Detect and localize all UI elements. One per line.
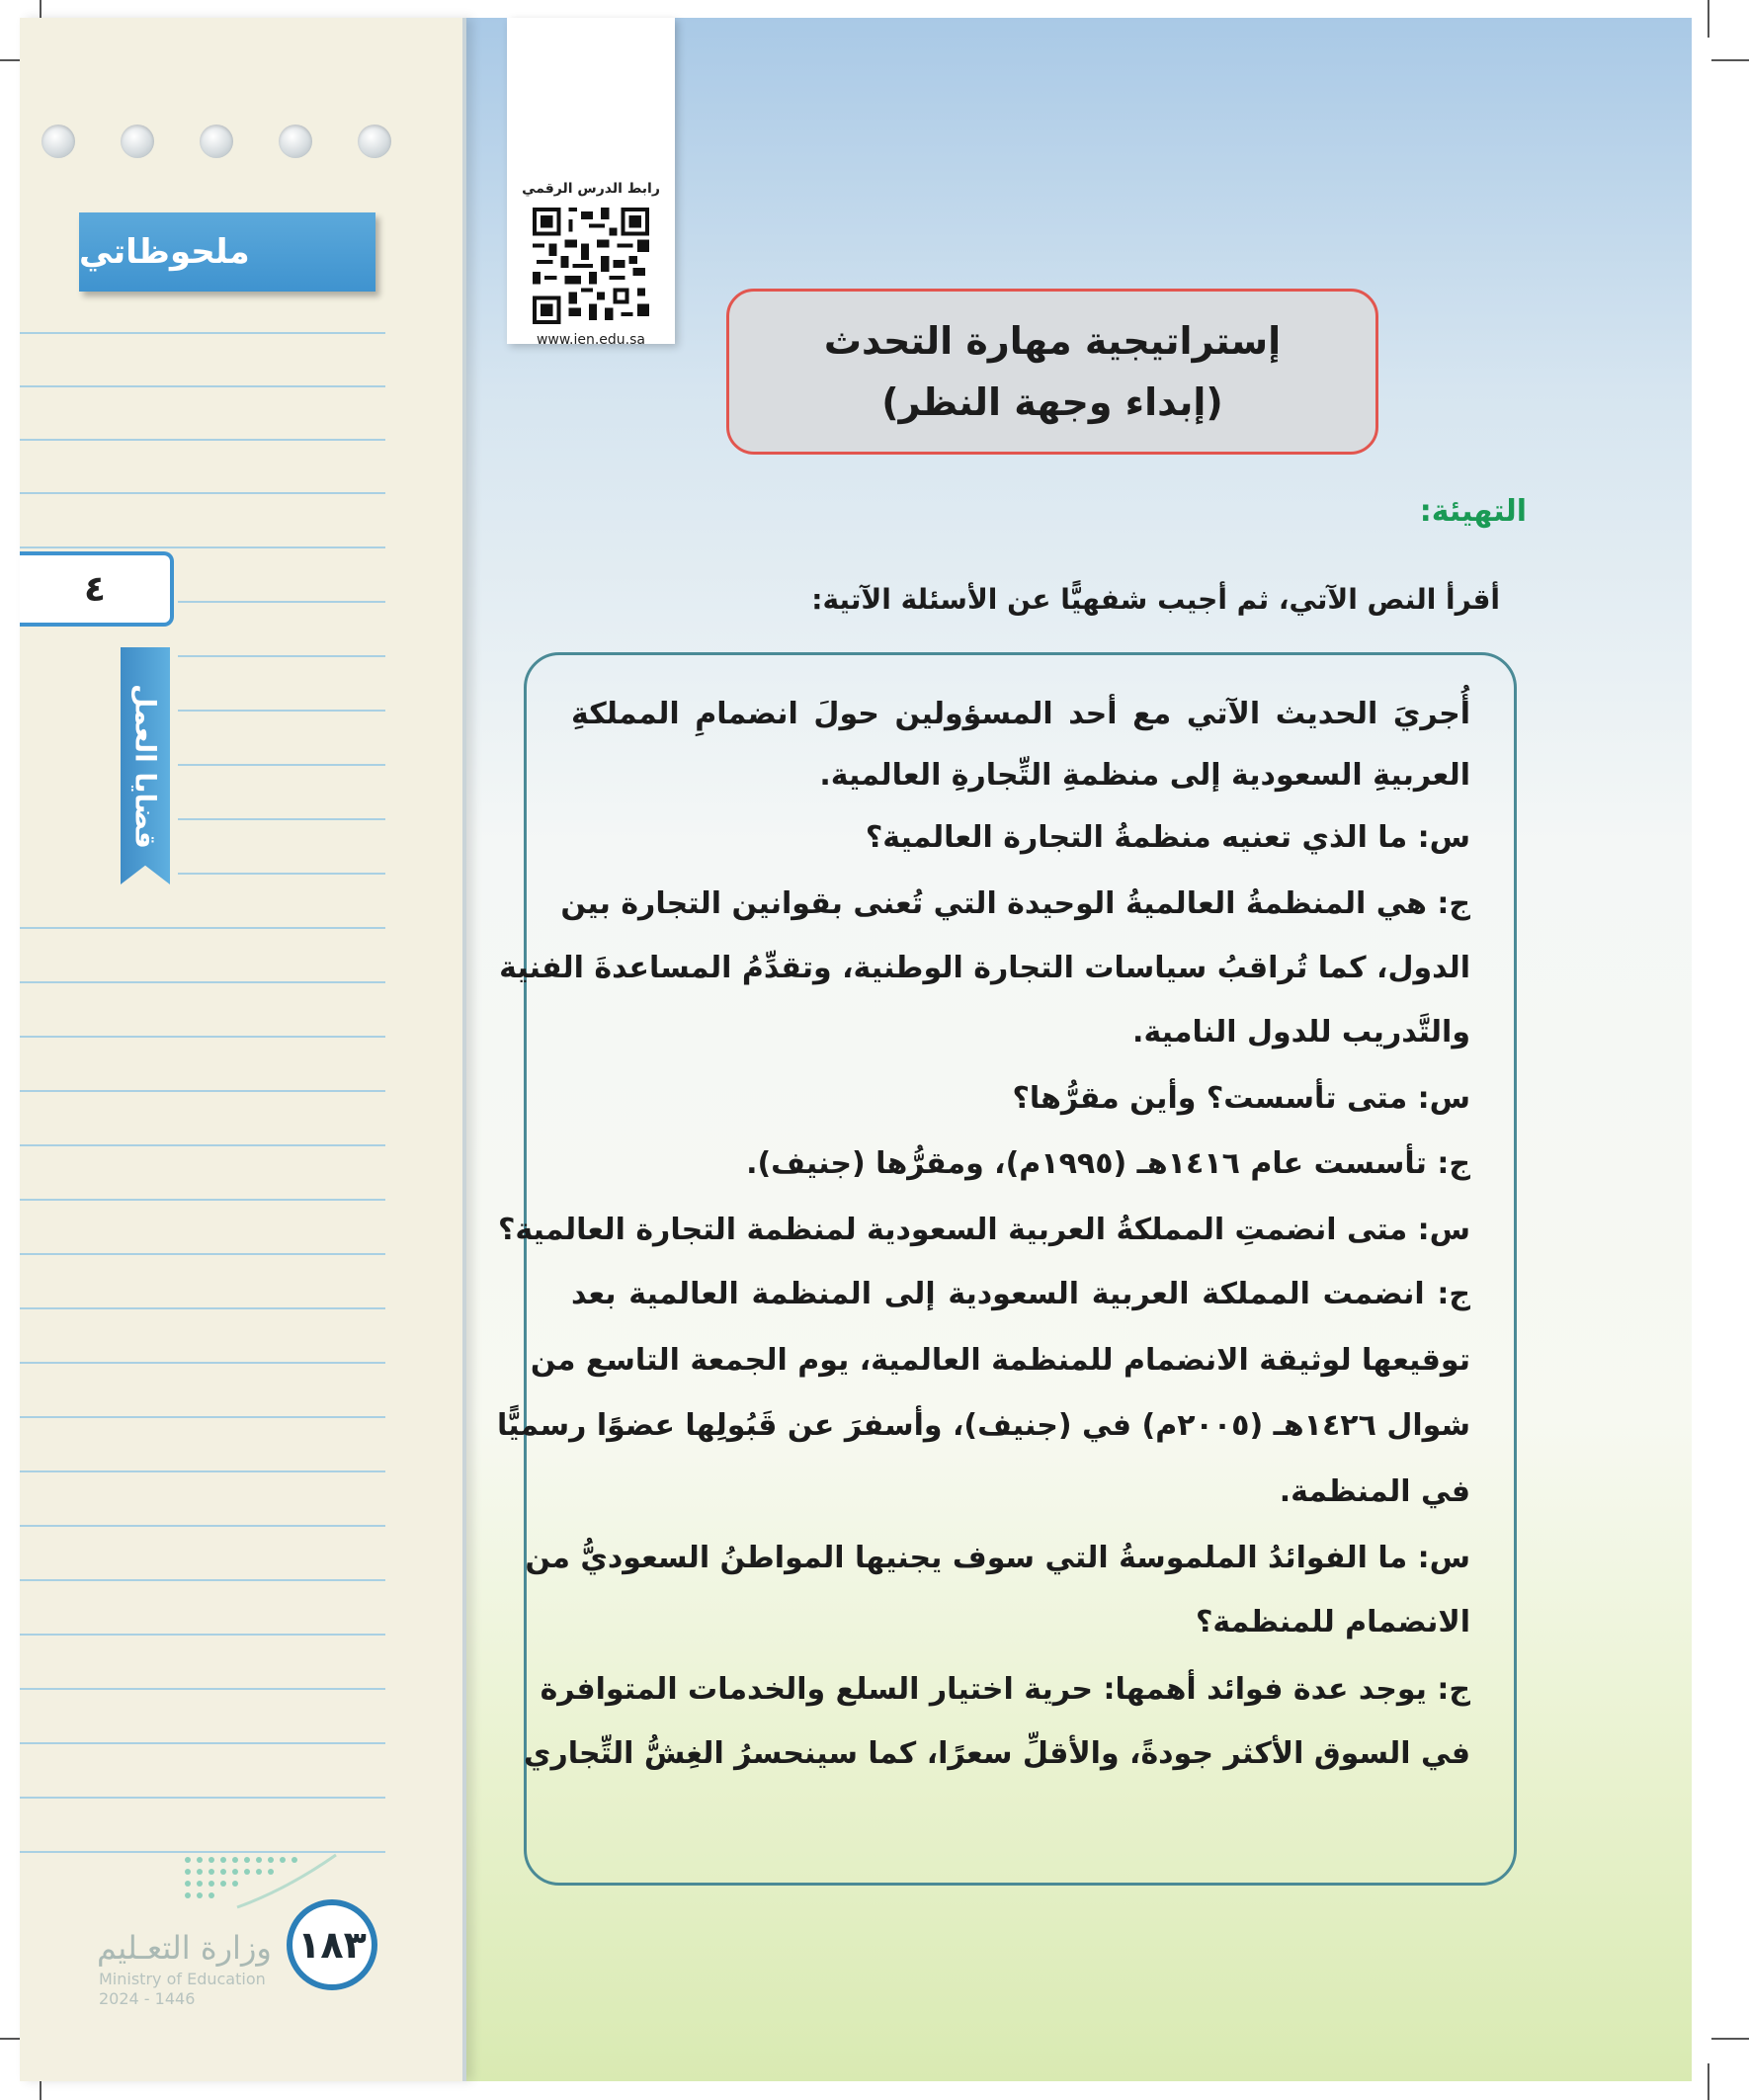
dialogue-line: شوال ١٤٢٦هـ (٢٠٠٥م) في (جنيف)، وأسفرَ عن قَبُولِها عضوًا رسميًّا [496, 1408, 1470, 1443]
dialogue-line: في السوق الأكثر جودةً، والأقلِّ سعرًا، كما سينحسرُ الغِشُّ التِّجاري [523, 1736, 1470, 1771]
qr-url-link[interactable]: www.ien.edu.sa [536, 332, 646, 348]
ministry-name-en: Ministry of Education [99, 1970, 266, 1988]
crop-mark [1711, 59, 1749, 61]
dialogue-line: الدول، كما تُراقبُ سياسات التجارة الوطنية، وتقدِّمُ المساعدةَ الفنية [499, 951, 1470, 985]
unit-number-box [20, 551, 174, 627]
unit-number: ٤ [84, 568, 106, 610]
dialogue-line: العربيةِ السعودية إلى منظمةِ التِّجارةِ العالمية. [819, 758, 1470, 793]
binder-ring [358, 125, 391, 158]
dialogue-line: ج: يوجد عدة فوائد أهمها: حرية اختيار السلع والخدمات المتوافرة [540, 1672, 1470, 1707]
instruction-text: أقرأ النص الآتي، ثم أجيب شفهيًّا عن الأسئلة الآتية: [811, 583, 1500, 616]
page-number-text: ١٨٣ [297, 1923, 367, 1967]
note-line [20, 492, 385, 494]
unit-title: قضايا العمل [128, 683, 162, 849]
lesson-title-box [726, 289, 1378, 455]
dialogue-line: س: متى انضمتِ المملكةُ العربية السعودية لمنظمة التجارة العالمية؟ [497, 1213, 1470, 1247]
note-line [20, 981, 385, 983]
dialogue-line: ج: هي المنظمةُ العالميةُ الوحيدة التي تُعنى بقوانين التجارة بين [560, 886, 1470, 921]
crop-mark [1711, 2038, 1749, 2040]
note-line [20, 1362, 385, 1364]
qr-label: رابط الدرس الرقمي [522, 181, 660, 197]
warmup-heading: التهيئة: [1419, 494, 1527, 529]
crop-mark [1707, 2063, 1709, 2100]
note-line [20, 546, 385, 548]
binder-ring [121, 125, 154, 158]
note-line [20, 1525, 385, 1527]
lesson-subtitle: (إبداء وجهة النظر) [881, 380, 1223, 424]
dialogue-line: ج: انضمت المملكة العربية السعودية إلى المنظمة العالمية بعد [571, 1277, 1470, 1311]
note-line [20, 1688, 385, 1690]
note-line [178, 710, 385, 712]
note-line [20, 1090, 385, 1092]
note-line [20, 1634, 385, 1636]
dialogue-line: أُجريَ الحديث الآتي مع أحد المسؤولين حولَ انضمامِ المملكةِ [571, 697, 1470, 731]
qr-card[interactable] [507, 18, 675, 348]
note-line [20, 439, 385, 441]
dialogue-line: والتَّدريب للدول النامية. [1132, 1015, 1470, 1050]
page-number [287, 1899, 377, 1990]
dialogue-line: س: ما الفوائدُ الملموسةُ التي سوف يجنيها المواطنُ السعوديُّ من [525, 1541, 1470, 1575]
binder-ring [279, 125, 312, 158]
note-line [178, 655, 385, 657]
note-line [20, 1470, 385, 1472]
notes-sidebar [20, 18, 466, 2081]
note-line [20, 332, 385, 334]
note-line [20, 1742, 385, 1744]
dialogue-line: في المنظمة. [1279, 1474, 1470, 1509]
notes-tab [79, 212, 375, 292]
note-line [20, 1797, 385, 1799]
note-line [20, 1036, 385, 1038]
notes-label: ملحوظاتي [79, 232, 250, 272]
note-line [20, 1199, 385, 1201]
crop-mark [1707, 0, 1709, 38]
note-line [20, 1144, 385, 1146]
dialogue-line: س: متى تأسست؟ وأين مقرُّها؟ [1012, 1081, 1470, 1116]
qr-code-icon[interactable] [533, 208, 649, 324]
dialogue-line: س: ما الذي تعنيه منظمةُ التجارة العالمية؟ [865, 820, 1470, 855]
note-line [178, 818, 385, 820]
ministry-name-ar: وزارة التعـليم [97, 1929, 272, 1967]
dialogue-line: الانضمام للمنظمة؟ [1195, 1605, 1470, 1639]
note-line [178, 873, 385, 875]
dialogue-line: توقيعها لوثيقة الانضمام للمنظمة العالمية، يوم الجمعة التاسع من [530, 1343, 1470, 1378]
note-line [20, 1579, 385, 1581]
ministry-year: 2024 - 1446 [99, 1989, 196, 2008]
note-line [20, 1253, 385, 1255]
binder-ring [42, 125, 75, 158]
note-line [178, 601, 385, 603]
note-line [20, 1307, 385, 1309]
binder-ring [200, 125, 233, 158]
note-line [20, 927, 385, 929]
dialogue-line: ج: تأسست عام ١٤١٦هـ (١٩٩٥م)، ومقرُّها (جنيف). [746, 1146, 1470, 1181]
note-line [20, 385, 385, 387]
note-line [20, 1416, 385, 1418]
note-line [178, 764, 385, 766]
lesson-title: إستراتيجية مهارة التحدث [823, 319, 1282, 363]
